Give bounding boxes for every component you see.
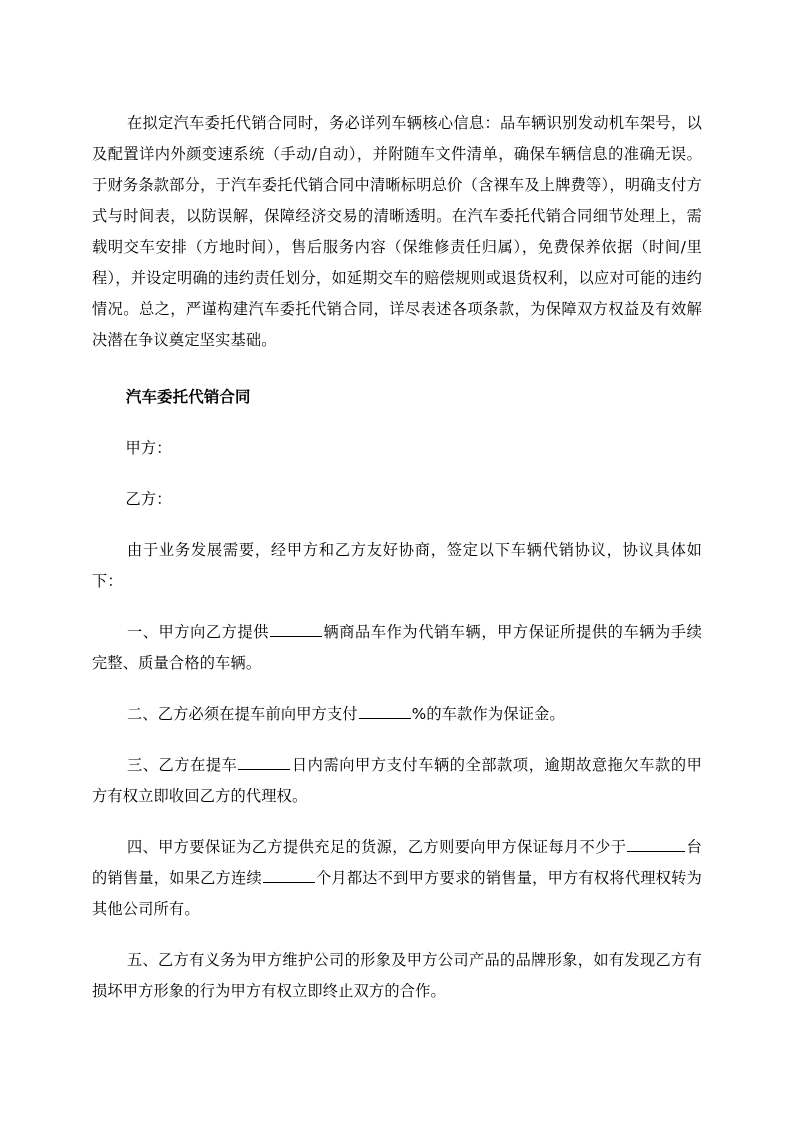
document-content bbox=[92, 108, 702, 1007]
clause-4-text-before: 四、甲方要保证为乙方提供充足的货源，乙方则要向甲方保证每月不少于 bbox=[126, 838, 627, 856]
clause-4-blank-1[interactable] bbox=[627, 836, 685, 852]
intro-paragraph: 在拟定汽车委托代销合同时，务必详列车辆核心信息：品车辆识别发动机车架号，以及配置详内外颜变速系统（手动/自动），并附随车文件清单，确保车辆信息的准确无误。于财务条款部分，于汽车委托代销合同中清晰标明总价（含裸车及上牌费等），明确支付方式与时间表，以防误解，保障经济交易的清晰透明。在汽车委托代销合同细节处理上，需载明交车安排（方地时间），售后服务内容（保维修责任归属），免费保养依据（时间/里程），并设定明确的违约责任划分，如延期交车的赔偿规则或退货权利，以应对可能的违约情况。总之，严谨构建汽车委托代销合同，详尽表述各项条款，为保障双方权益及有效解决潜在争议奠定坚实基础。 bbox=[92, 114, 702, 349]
clause-5 bbox=[92, 945, 702, 1007]
clause-1-blank-1[interactable] bbox=[270, 621, 322, 637]
clause-5-text-before: 五、乙方有义务为甲方维护公司的形象及甲方公司产品的品牌形象，如有发现乙方有损坏甲方形象的行为甲方有权立即终止双方的合作。 bbox=[92, 951, 702, 1000]
clause-3 bbox=[92, 750, 702, 812]
party-b-label: 乙方： bbox=[125, 490, 172, 508]
clause-2-text-middle: %的车款作为保证金。 bbox=[411, 705, 565, 723]
clause-1 bbox=[92, 617, 702, 679]
clause-1-text-before: 一、甲方向乙方提供 bbox=[126, 623, 270, 641]
clause-4-text-after: 个月都达不到甲方要求的销售量，甲方有权将代理权转为其他公司所有。 bbox=[92, 869, 702, 918]
clause-2-blank-1[interactable] bbox=[359, 703, 411, 719]
clause-1-text-middle: 辆商品车作为代销车辆，甲方保证所提供的车辆为手续完整、质量合格的车辆。 bbox=[92, 623, 702, 672]
clause-2 bbox=[92, 699, 702, 730]
clause-4 bbox=[92, 832, 702, 925]
preamble-paragraph: 由于业务发展需要，经甲方和乙方友好协商，签定以下车辆代销协议，协议具体如下： bbox=[92, 541, 702, 590]
clause-3-text-before: 三、乙方在提车 bbox=[126, 756, 238, 774]
clause-3-text-middle: 日内需向甲方支付车辆的全部款项，逾期故意拖欠车款的甲方有权立即收回乙方的代理权。 bbox=[92, 756, 702, 805]
document-title: 汽车委托代销合同 bbox=[125, 388, 251, 406]
clause-4-blank-2[interactable] bbox=[263, 867, 315, 883]
clause-2-text-before: 二、乙方必须在提车前向甲方支付 bbox=[126, 705, 358, 723]
clause-3-blank-1[interactable] bbox=[238, 754, 290, 770]
clause-4-text-middle: 台的销售量，如果乙方连续 bbox=[92, 838, 702, 887]
party-a-label: 甲方： bbox=[125, 439, 172, 457]
